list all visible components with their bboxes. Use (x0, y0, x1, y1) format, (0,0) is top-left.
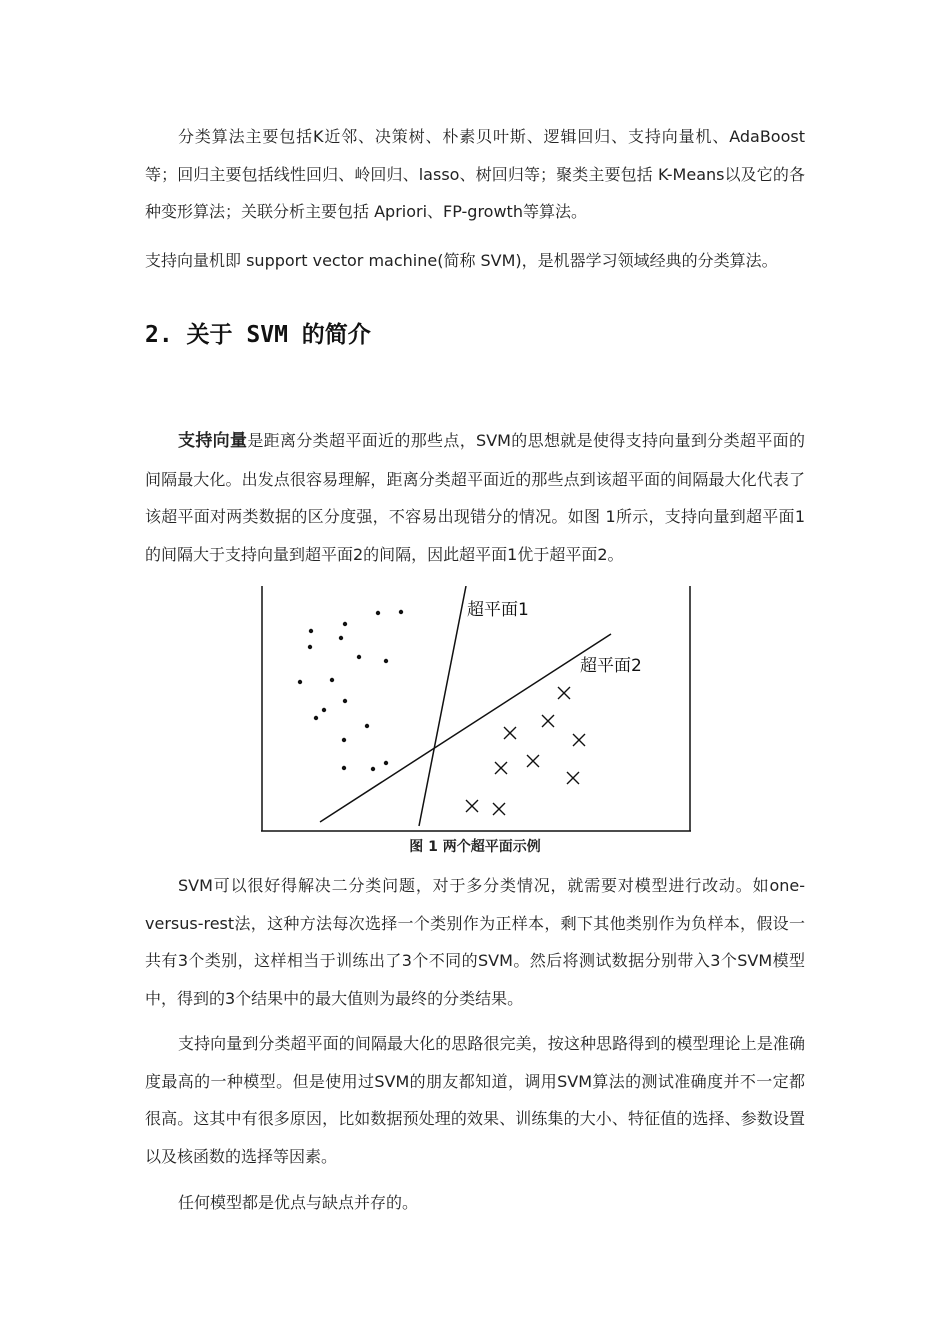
pros-cons-paragraph: 任何模型都是优点与缺点并存的。 (178, 1193, 419, 1212)
cross-point (493, 803, 505, 815)
cross-point (466, 800, 478, 812)
cross-point (573, 734, 585, 746)
dot-point (339, 636, 343, 640)
dot-point (342, 766, 346, 770)
cross-point (495, 762, 507, 774)
hyperplane-2-label: 超平面2 (580, 656, 642, 676)
dot-class-points (298, 610, 403, 771)
dot-point (309, 629, 313, 633)
dot-point (365, 724, 369, 728)
dot-point (322, 708, 326, 712)
dot-point (399, 610, 403, 614)
dot-point (371, 767, 375, 771)
dot-point (298, 680, 302, 684)
dot-point (343, 622, 347, 626)
support-vector-text: 是距离分类超平面近的那些点，SVM的思想就是使得支持向量到分类超平面的间隔最大化。出发点很容易理解，距离分类超平面近的那些点到该超平面的间隔最大化代表了该超平面对两类数据的区分度强，不容易出现错分的情况。如图 1所示，支持向量到超平面1的间隔大于支持向量到超平面2的间隔，因此超平面1优于超平面2。 (145, 431, 805, 564)
support-vector-term: 支持向量 (178, 431, 248, 451)
dot-point (384, 761, 388, 765)
cross-class-points (466, 687, 585, 815)
dot-point (314, 716, 318, 720)
hyperplane-figure (258, 586, 694, 834)
figure-caption: 图 1 两个超平面示例 (409, 839, 541, 855)
accuracy-paragraph: 支持向量到分类超平面的间隔最大化的思路很完美，按这种思路得到的模型理论上是准确度最高的一种模型。但是使用过SVM的朋友都知道，调用SVM算法的测试准确度并不一定都很高。这其中有很多原因，比如数据预处理的效果、训练集的大小、特征值的选择、参数设置以及核函数的选择等因素。 (145, 1034, 805, 1166)
dot-point (357, 655, 361, 659)
dot-point (376, 611, 380, 615)
dot-point (330, 678, 334, 682)
hyperplane-diagram (258, 586, 694, 834)
dot-point (342, 738, 346, 742)
intro-paragraph-algorithms: 分类算法主要包括K近邻、决策树、朴素贝叶斯、逻辑回归、支持向量机、AdaBoost等；回归主要包括线性回归、岭回归、lasso、树回归等；聚类主要包括 K-Means以及它的各种变形算法；关联分析主要包括 Apriori、FP-growth等算法。 (145, 127, 805, 221)
intro-paragraph-svm: 支持向量机即 support vector machine(简称 SVM)，是机器学习领域经典的分类算法。 (145, 251, 778, 270)
hyperplane-1-line (419, 586, 466, 826)
cross-point (504, 727, 516, 739)
cross-point (567, 772, 579, 784)
support-vector-paragraph (145, 422, 805, 573)
cross-point (527, 755, 539, 767)
section-heading: 2. 关于 SVM 的简介 (145, 322, 371, 348)
hyperplane-1-label: 超平面1 (467, 600, 529, 620)
multiclass-paragraph: SVM可以很好得解决二分类问题，对于多分类情况，就需要对模型进行改动。如one-versus-rest法，这种方法每次选择一个类别作为正样本，剩下其他类别作为负样本，假设一共有3个类别，这样相当于训练出了3个不同的SVM。然后将测试数据分别带入3个SVM模型中，得到的3个结果中的最大值则为最终的分类结果。 (145, 876, 805, 1008)
dot-point (343, 699, 347, 703)
cross-point (558, 687, 570, 699)
dot-point (308, 645, 312, 649)
dot-point (384, 659, 388, 663)
cross-point (542, 715, 554, 727)
hyperplane-2-line (320, 634, 611, 822)
